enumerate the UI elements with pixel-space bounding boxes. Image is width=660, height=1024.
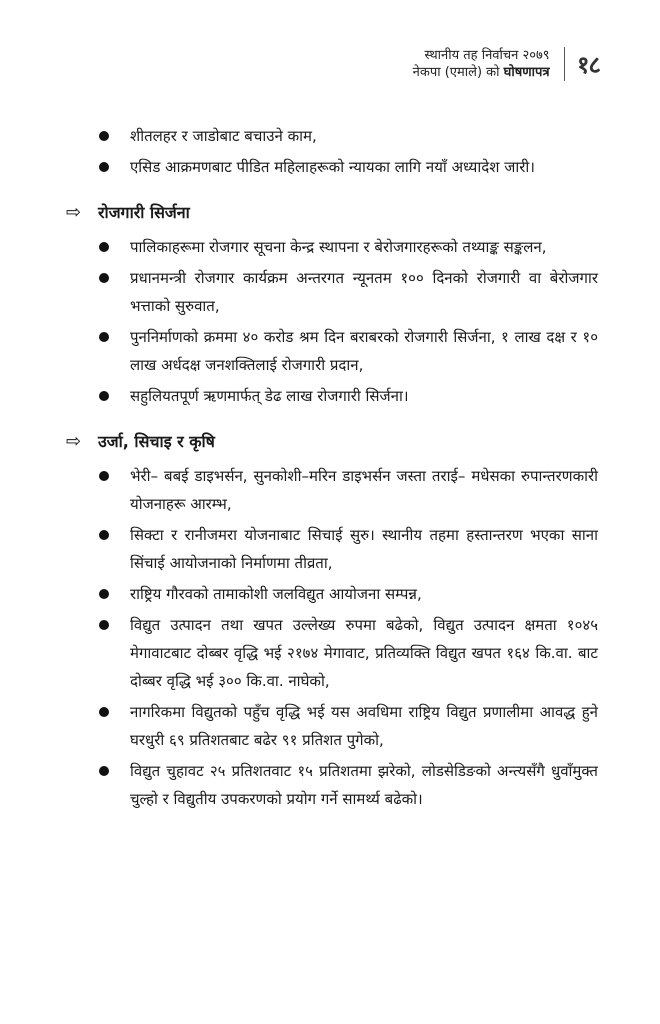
arrow-right-icon: ⇨ bbox=[66, 202, 82, 223]
list-item bbox=[66, 382, 598, 410]
section-employment bbox=[66, 199, 598, 410]
header-line-2 bbox=[413, 64, 550, 81]
bullet-dot-icon bbox=[99, 530, 109, 540]
section-heading bbox=[66, 199, 598, 227]
bullet-dot-icon bbox=[99, 391, 109, 401]
energy-list bbox=[66, 462, 598, 813]
list-item-text: राष्ट्रिय गौरवको तामाकोशी जलविद्युत आयोजना सम्पन्न, bbox=[130, 585, 422, 603]
bullet-dot-icon bbox=[99, 273, 109, 283]
employment-list bbox=[66, 233, 598, 410]
list-item-text: एसिड आक्रमणबाट पीडित महिलाहरूको न्यायका लागि नयाँ अध्यादेश जारी। bbox=[130, 158, 535, 176]
section-heading-text: उर्जा, सिचाइ र कृषि bbox=[98, 432, 215, 451]
list-item bbox=[66, 521, 598, 577]
bullet-dot-icon bbox=[99, 332, 109, 342]
header-line-1: स्थानीय तह निर्वाचन २०७९ bbox=[424, 48, 550, 63]
header-divider bbox=[564, 47, 566, 81]
bullet-dot-icon bbox=[99, 131, 109, 141]
header-party: नेकपा (एमाले) को bbox=[412, 65, 500, 80]
header-title bbox=[413, 47, 550, 81]
bullet-dot-icon bbox=[99, 589, 109, 599]
list-item-text: विद्युत चुहावट २५ प्रतिशतवाट १५ प्रतिशतमा झरेको, लोडसेडिङको अन्त्यसँगै धुवाँमुक्त चुल्हो र विद्युतीय उपकरणको प्रयोग गर्ने सामर्थ्य बढेको। bbox=[130, 762, 598, 808]
page-number: १८ bbox=[577, 50, 600, 79]
bullet-dot-icon bbox=[99, 162, 109, 172]
section-heading-text: रोजगारी सिर्जना bbox=[98, 203, 190, 222]
list-item bbox=[66, 580, 598, 608]
bullet-dot-icon bbox=[99, 471, 109, 481]
list-item bbox=[66, 611, 598, 695]
list-item bbox=[66, 323, 598, 379]
list-item bbox=[66, 757, 598, 813]
list-item-text: प्रधानमन्त्री रोजगार कार्यक्रम अन्तरगत न्यूनतम १०० दिनको रोजगारी वा बेरोजगार भत्ताको सुरुवात, bbox=[130, 269, 598, 315]
list-item-text: सिक्टा र रानीजमरा योजनाबाट सिचाई सुरु। स्थानीय तहमा हस्तान्तरण भएका साना सिंचाई आयोजनाको निर्माणमा तीव्रता, bbox=[130, 526, 598, 572]
page-header bbox=[413, 47, 600, 81]
page-content bbox=[66, 122, 598, 816]
list-item-text: शीतलहर र जाडोबाट बचाउने काम, bbox=[130, 127, 317, 145]
list-item-text: विद्युत उत्पादन तथा खपत उल्लेख्य रुपमा बढेको, विद्युत उत्पादन क्षमता १०४५ मेगावाटबाट दोब्बर वृद्धि भई २१७४ मेगावाट, प्रतिव्यक्ति विद्युत खपत १६४ कि.वा. बाट दोब्बर वृद्धि भई ३०० कि.वा. नाघेको, bbox=[130, 616, 598, 690]
bullet-dot-icon bbox=[99, 620, 109, 630]
bullet-dot-icon bbox=[99, 707, 109, 717]
section-heading bbox=[66, 428, 598, 456]
list-item bbox=[66, 153, 598, 181]
arrow-right-icon: ⇨ bbox=[66, 431, 82, 452]
section-energy-irrigation-agriculture bbox=[66, 428, 598, 813]
list-item-text: भेरी– बबई डाइभर्सन, सुनकोशी–मरिन डाइभर्सन जस्ता तराई– मधेसका रुपान्तरणकारी योजनाहरू आरम्भ, bbox=[130, 467, 598, 513]
bullet-dot-icon bbox=[99, 766, 109, 776]
bullet-dot-icon bbox=[99, 242, 109, 252]
list-item bbox=[66, 698, 598, 754]
list-item bbox=[66, 462, 598, 518]
list-item bbox=[66, 233, 598, 261]
list-item-text: सहुलियतपूर्ण ऋणमार्फत् डेढ लाख रोजगारी सिर्जना। bbox=[130, 387, 409, 405]
list-item-text: पालिकाहरूमा रोजगार सूचना केन्द्र स्थापना र बेरोजगारहरूको तथ्याङ्क सङ्कलन, bbox=[130, 238, 547, 256]
header-manifesto: घोषणापत्र bbox=[503, 65, 550, 80]
list-item bbox=[66, 264, 598, 320]
list-item-text: नागरिकमा विद्युतको पहुँच वृद्धि भई यस अवधिमा राष्ट्रिय विद्युत प्रणालीमा आवद्ध हुने घरधुरी ६९ प्रतिशतबाट बढेर ९१ प्रतिशत पुगेको, bbox=[130, 703, 598, 749]
list-item-text: पुननिर्माणको क्रममा ४० करोड श्रम दिन बराबरको रोजगारी सिर्जना, १ लाख दक्ष र १० लाख अर्धदक्ष जनशक्तिलाई रोजगारी प्रदान, bbox=[130, 328, 598, 374]
intro-list bbox=[66, 122, 598, 181]
list-item bbox=[66, 122, 598, 150]
